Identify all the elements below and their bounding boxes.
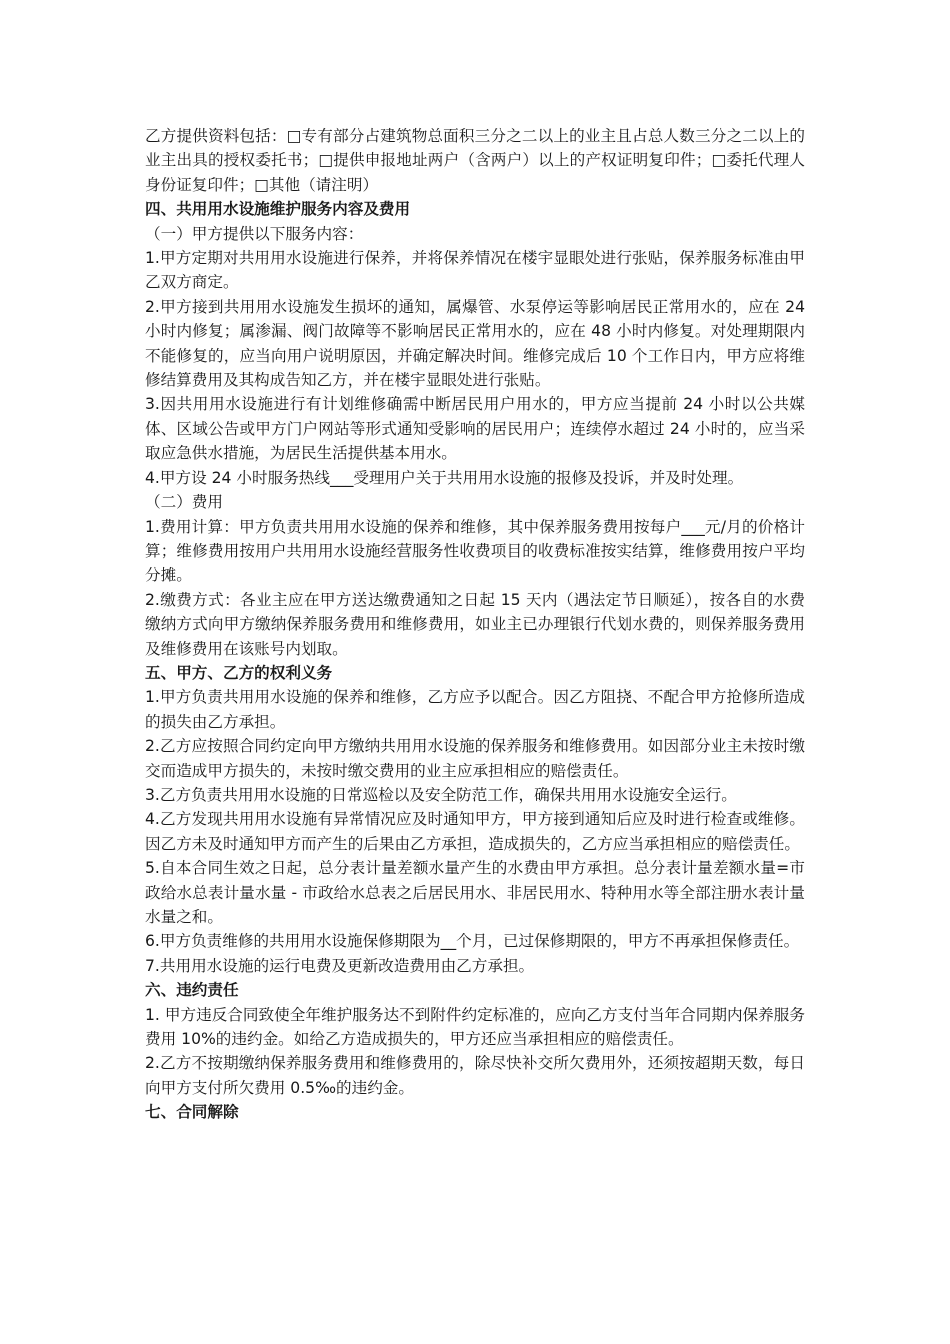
section-4-heading: 四、共用用水设施维护服务内容及费用 (145, 200, 411, 219)
section-5-item-3: 3.乙方负责共用用水设施的日常巡检以及安全防范工作，确保共用用水设施安全运行。 (145, 785, 737, 804)
fee-item-2: 2.缴费方式：各业主应在甲方送达缴费通知之日起 15 天内（遇法定节日顺延），按各自的水费缴纳方式向甲方缴纳保养服务费用和维修费用，如业主已办理银行代划水费的，则保养服务费用及维修费用在该账号内划取。 (145, 590, 805, 658)
section-5-item-7: 7.共用用水设施的运行电费及更新改造费用由乙方承担。 (145, 956, 535, 975)
section-5-item-1: 1.甲方负责共用用水设施的保养和维修，乙方应予以配合。因乙方阻挠、不配合甲方抢修所造成的损失由乙方承担。 (145, 688, 805, 731)
materials-paragraph: 乙方提供资料包括：□专有部分占建筑物总面积三分之二以上的业主且占总人数三分之二以上的业主出具的授权委托书；□提供申报地址两户（含两户）以上的产权证明复印件；□委托代理人身份证复印件；□其他（请注明） (145, 127, 805, 194)
section-7-heading: 七、合同解除 (145, 1103, 239, 1122)
section-4-item-3: 3.因共用用水设施进行有计划维修确需中断居民用户用水的，甲方应当提前 24 小时以公共媒体、区域公告或甲方门户网站等形式通知受影响的居民用户；连续停水超过 24 小时的，应当采取应急供水措施，为居民生活提供基本用水。 (145, 395, 805, 463)
section-5-item-6: 6.甲方负责维修的共用用水设施保修期限为__个月，已过保修期限的，甲方不再承担保修责任。 (145, 932, 800, 951)
section-4-sub-2: （二）费用 (145, 493, 223, 512)
fee-item-1: 1.费用计算：甲方负责共用用水设施的保养和维修，其中保养服务费用按每户___元/月的价格计算；维修费用按用户共用用水设施经营服务性收费项目的收费标准按实结算，维修费用按户平均分摊。 (145, 517, 805, 585)
section-5-item-4: 4.乙方发现共用用水设施有异常情况应及时通知甲方，甲方接到通知后应及时进行检查或维修。因乙方未及时通知甲方而产生的后果由乙方承担，造成损失的，乙方应当承担相应的赔偿责任。 (145, 810, 805, 853)
section-6-item-2: 2.乙方不按期缴纳保养服务费用和维修费用的，除尽快补交所欠费用外，还须按超期天数，每日向甲方支付所欠费用 0.5‰的违约金。 (145, 1054, 805, 1097)
section-4-sub-1: （一）甲方提供以下服务内容： (145, 224, 364, 243)
section-4-item-1: 1.甲方定期对共用用水设施进行保养，并将保养情况在楼宇显眼处进行张贴，保养服务标准由甲乙双方商定。 (145, 249, 805, 292)
section-6-item-1: 1. 甲方违反合同致使全年维护服务达不到附件约定标准的，应向乙方支付当年合同期内保养服务费用 10%的违约金。如给乙方造成损失的，甲方还应当承担相应的赔偿责任。 (145, 1005, 805, 1049)
section-4-item-4: 4.甲方设 24 小时服务热线___受理用户关于共用用水设施的报修及投诉，并及时处理。 (145, 468, 744, 487)
section-5-heading: 五、甲方、乙方的权利义务 (145, 663, 333, 682)
contract-page (145, 124, 805, 1125)
section-5-item-5: 5.自本合同生效之日起，总分表计量差额水量产生的水费由甲方承担。总分表计量差额水量=市政给水总表计量水量 - 市政给水总表之后居民用水、非居民用水、特种用水等全部注册水表计量水量之和。 (145, 859, 805, 926)
section-5-item-2: 2.乙方应按照合同约定向甲方缴纳共用用水设施的保养服务和维修费用。如因部分业主未按时缴交而造成甲方损失的，未按时缴交费用的业主应承担相应的赔偿责任。 (145, 737, 805, 780)
section-6-heading: 六、违约责任 (145, 981, 239, 1000)
section-4-item-2: 2.甲方接到共用用水设施发生损坏的通知，属爆管、水泵停运等影响居民正常用水的，应在 24 小时内修复；属渗漏、阀门故障等不影响居民正常用水的，应在 48 小时内修复。对处理期限内不能修复的，应当向用户说明原因，并确定解决时间。维修完成后 10 个工作日内，甲方应将维修结算费用及其构成告知乙方，并在楼宇显眼处进行张贴。 (145, 297, 805, 390)
